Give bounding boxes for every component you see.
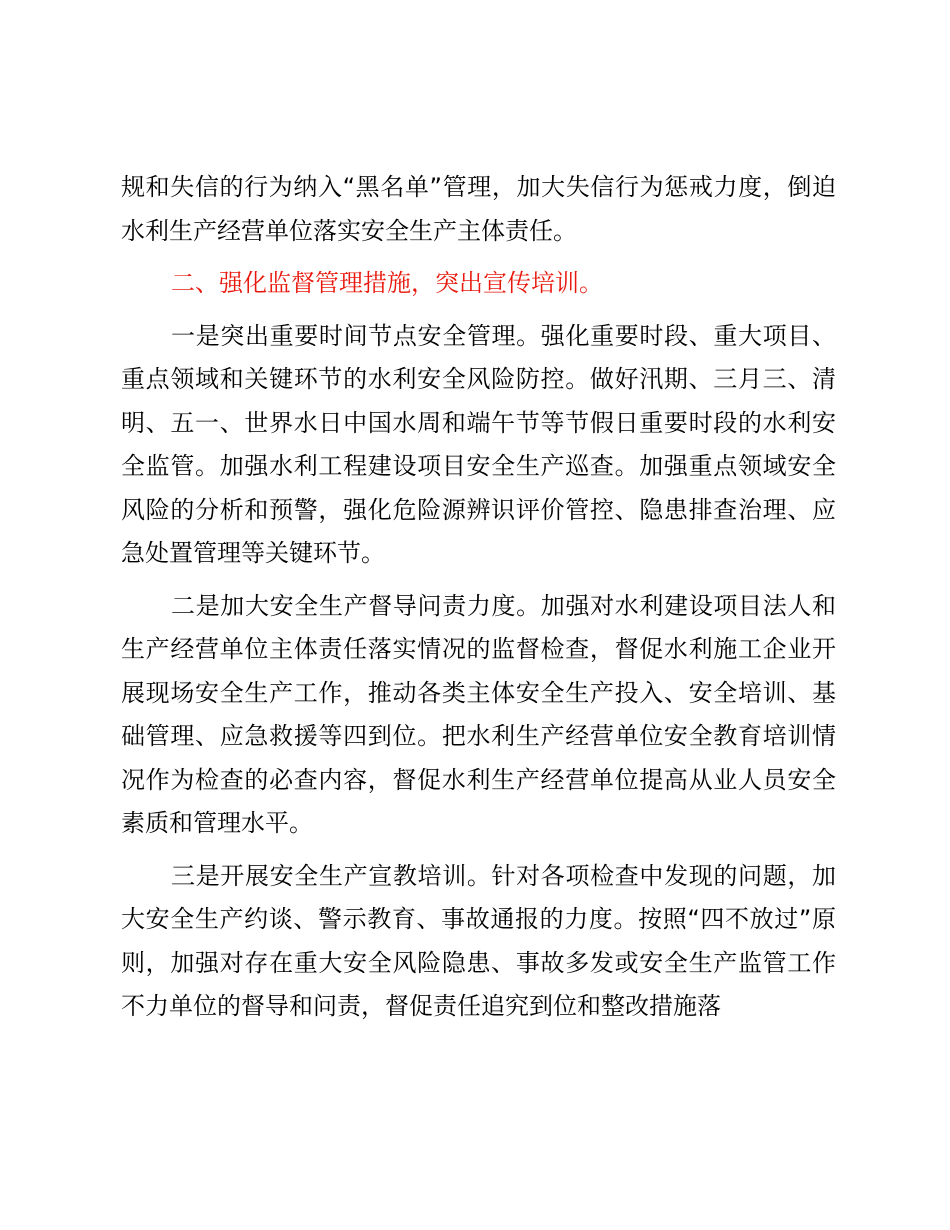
section-heading: 二、强化监督管理措施，突出宣传培训。 <box>171 269 603 297</box>
document-body <box>121 166 836 1038</box>
paragraph-supervision-accountability: 二是加大安全生产督导问责力度。加强对水利建设项目法人和生产经营单位主体责任落实情况的监督检查，督促水利施工企业开展现场安全生产工作，推动各类主体安全生产投入、安全培训、基础管理、应急救援等四到位。把水利生产经营单位安全教育培训情况作为检查的必查内容，督促水利生产经营单位提高从业人员安全素质和管理水平。 <box>121 591 836 837</box>
paragraph-continuation: 规和失信的行为纳入“黑名单”管理，加大失信行为惩戒力度，倒迫水利生产经营单位落实安全生产主体责任。 <box>121 173 836 245</box>
paragraph-time-nodes: 一是突出重要时间节点安全管理。强化重要时段、重大项目、重点领域和关键环节的水利安全风险防控。做好汛期、三月三、清明、五一、世界水日中国水周和端午节等节假日重要时段的水利安全监管。加强水利工程建设项目安全生产巡查。加强重点领域安全风险的分析和预警，强化危险源辨识评价管控、隐患排查治理、应急处置管理等关键环节。 <box>121 321 836 567</box>
paragraph-education-training: 三是开展安全生产宣教培训。针对各项检查中发现的问题，加大安全生产约谈、警示教育、事故通报的力度。按照“四不放过”原则，加强对存在重大安全风险隐患、事故多发或安全生产监管工作不力单位的督导和问责，督促责任追究到位和整改措施落 <box>121 861 836 1020</box>
